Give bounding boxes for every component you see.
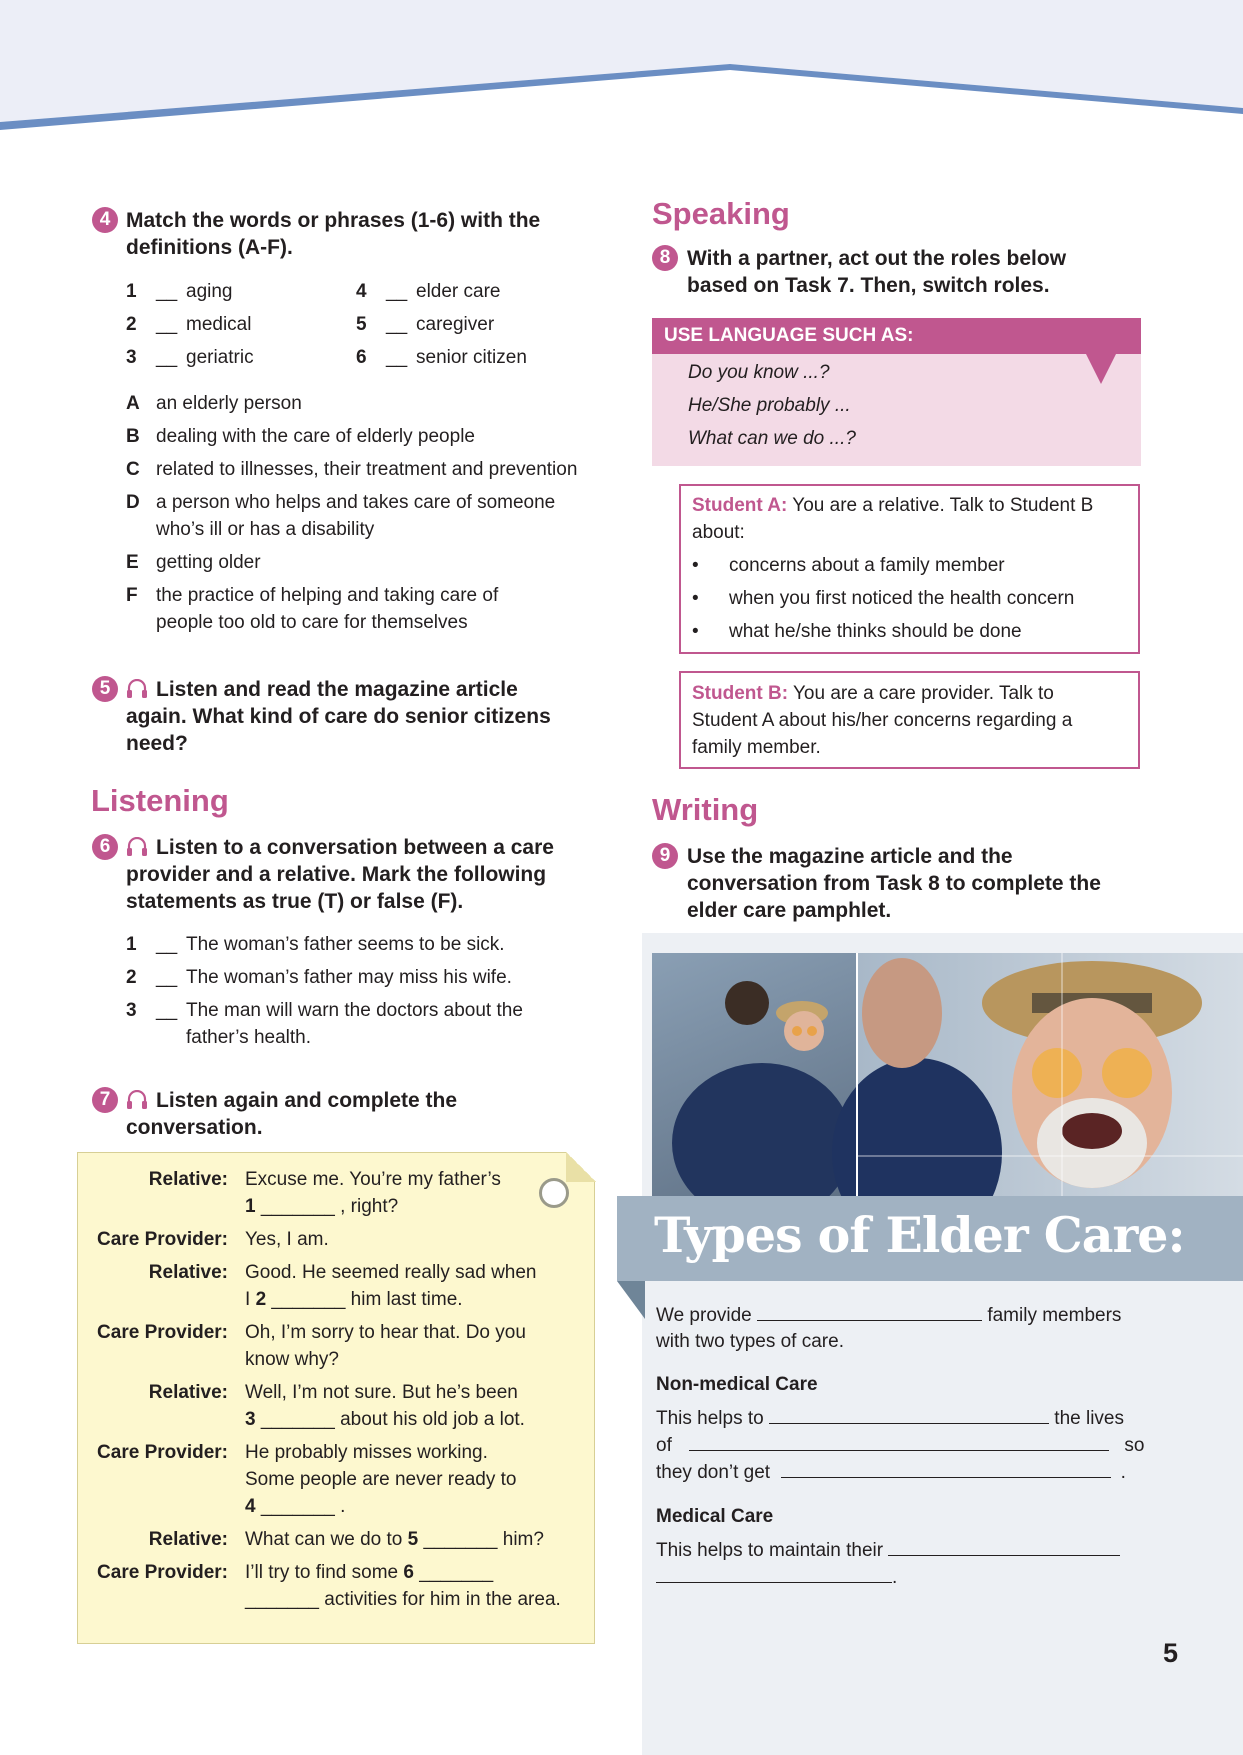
conversation-text: He probably misses working. Some people are never ready to 4 _______ . (245, 1442, 517, 1517)
non-medical-line-3: they don’t get . (656, 1458, 1126, 1486)
definition-item: E getting older (126, 552, 261, 573)
medical-line-1: This helps to maintain their (656, 1536, 1120, 1564)
task-8-instruction: With a partner, act out the roles below based on Task 7. Then, switch roles. (687, 247, 1067, 297)
word-item: 6 __ senior citizen (356, 347, 527, 368)
statement-item: 2 __ The woman’s father may miss his wife. (126, 967, 512, 988)
task-6-number: 6 (92, 834, 118, 860)
header-band (0, 0, 1243, 140)
conversation-text: What can we do to 5 _______ him? (245, 1529, 544, 1550)
task-5-number: 5 (92, 676, 118, 702)
headphones-icon (126, 1090, 148, 1110)
statement-item: 1 __ The woman’s father seems to be sick. (126, 934, 505, 955)
banner-fold (617, 1281, 645, 1319)
listening-heading: Listening (91, 783, 229, 818)
definition-item: B dealing with the care of elderly people (126, 426, 475, 447)
pamphlet-title: Types of Elder Care: (654, 1206, 1185, 1264)
conversation-text: Well, I’m not sure. But he’s been 3 _______ about his old job a lot. (245, 1382, 525, 1430)
definition-item: F the practice of helping and taking care of people too old to care for themselves (126, 585, 499, 633)
conversation-text: Oh, I’m sorry to hear that. Do you know why? (245, 1322, 526, 1370)
language-phrase: What can we do ...? (688, 428, 856, 449)
medical-care-heading: Medical Care (656, 1506, 774, 1527)
conversation-text: Excuse me. You’re my father’s 1 _______ , right? (245, 1169, 501, 1217)
statement-item: 3 __ The man will warn the doctors about the (126, 1000, 523, 1021)
word-item: 1 __ aging (126, 281, 233, 302)
task-6-instruction: Listen to a conversation between a care provider and a relative. Mark the following statements as true (T) or false (F). (126, 836, 554, 913)
student-b-text: Student B: You are a care provider. Talk to Student A about his/her concerns regarding a family member. (692, 683, 1073, 758)
statement-item-continued: father’s health. (186, 1027, 311, 1048)
conversation-text: Good. He seemed really sad when I 2 _______ him last time. (245, 1262, 537, 1310)
word-item: 3 __ geriatric (126, 347, 254, 368)
conversation-text: I’ll try to find some 6 _______ _______ activities for him in the area. (245, 1562, 561, 1610)
student-a-text: Student A: You are a relative. Talk to Student B about: (692, 495, 1094, 543)
conversation-text: Yes, I am. (245, 1229, 329, 1250)
page-number: 5 (1163, 1638, 1179, 1668)
pamphlet-intro-2: with two types of care. (656, 1331, 844, 1352)
conversation: Relative: Excuse me. You’re my father’s 1 _______ , right? Care Provider: Yes, I am. Relative: Good. He seemed really sad when I 2 _______ him last time. Care Provider: Oh, I’m sorry to hear that. Do you know why? Relative: Well, I’m not sure. But he’s been 3 _______ about his old job a lot. Care Provider: He probably misses working. Some people are never ready to 4 _______ . Relative: What can we do to 5 _______ him? Care Provider: I’ll try to find some 6 _______ _______ activities for him in the area. (88, 1166, 588, 1636)
elder-care-photo (652, 953, 1243, 1196)
definition-item: C related to illnesses, their treatment and prevention (126, 459, 578, 480)
headphones-icon (126, 837, 148, 857)
task-8-number: 8 (652, 245, 678, 271)
task-7-number: 7 (92, 1087, 118, 1113)
pamphlet-intro: We provide family members (656, 1301, 1121, 1329)
word-item: 4 __ elder care (356, 281, 501, 302)
headphones-icon (126, 679, 148, 699)
language-box-arrow (1086, 354, 1116, 384)
definition-item: D a person who helps and takes care of someone who’s ill or has a disability (126, 492, 556, 540)
speaking-heading: Speaking (652, 196, 790, 231)
task-4-number: 4 (92, 207, 118, 233)
medical-line-2: . (656, 1563, 897, 1591)
language-phrase: Do you know ...? (688, 362, 830, 383)
non-medical-care-heading: Non-medical Care (656, 1374, 818, 1395)
word-item: 5 __ caregiver (356, 314, 495, 335)
non-medical-line-1: This helps to the lives (656, 1404, 1124, 1432)
writing-heading: Writing (652, 792, 759, 827)
non-medical-line-2: of so (656, 1431, 1145, 1459)
task-5-instruction: Listen and read the magazine article again. What kind of care do senior citizens need? (126, 678, 551, 755)
definition-item: A an elderly person (126, 393, 302, 414)
task-9-instruction: Use the magazine article and the conversation from Task 8 to complete the elder care pamphlet. (687, 845, 1101, 922)
word-item: 2 __ medical (126, 314, 252, 335)
task-9-number: 9 (652, 843, 678, 869)
language-phrase: He/She probably ... (688, 395, 851, 416)
language-box-header: USE LANGUAGE SUCH AS: (652, 318, 1141, 354)
task-7-instruction: Listen again and complete the conversation. (126, 1089, 458, 1139)
task-4-instruction: Match the words or phrases (1-6) with the definitions (A-F). (126, 209, 541, 259)
